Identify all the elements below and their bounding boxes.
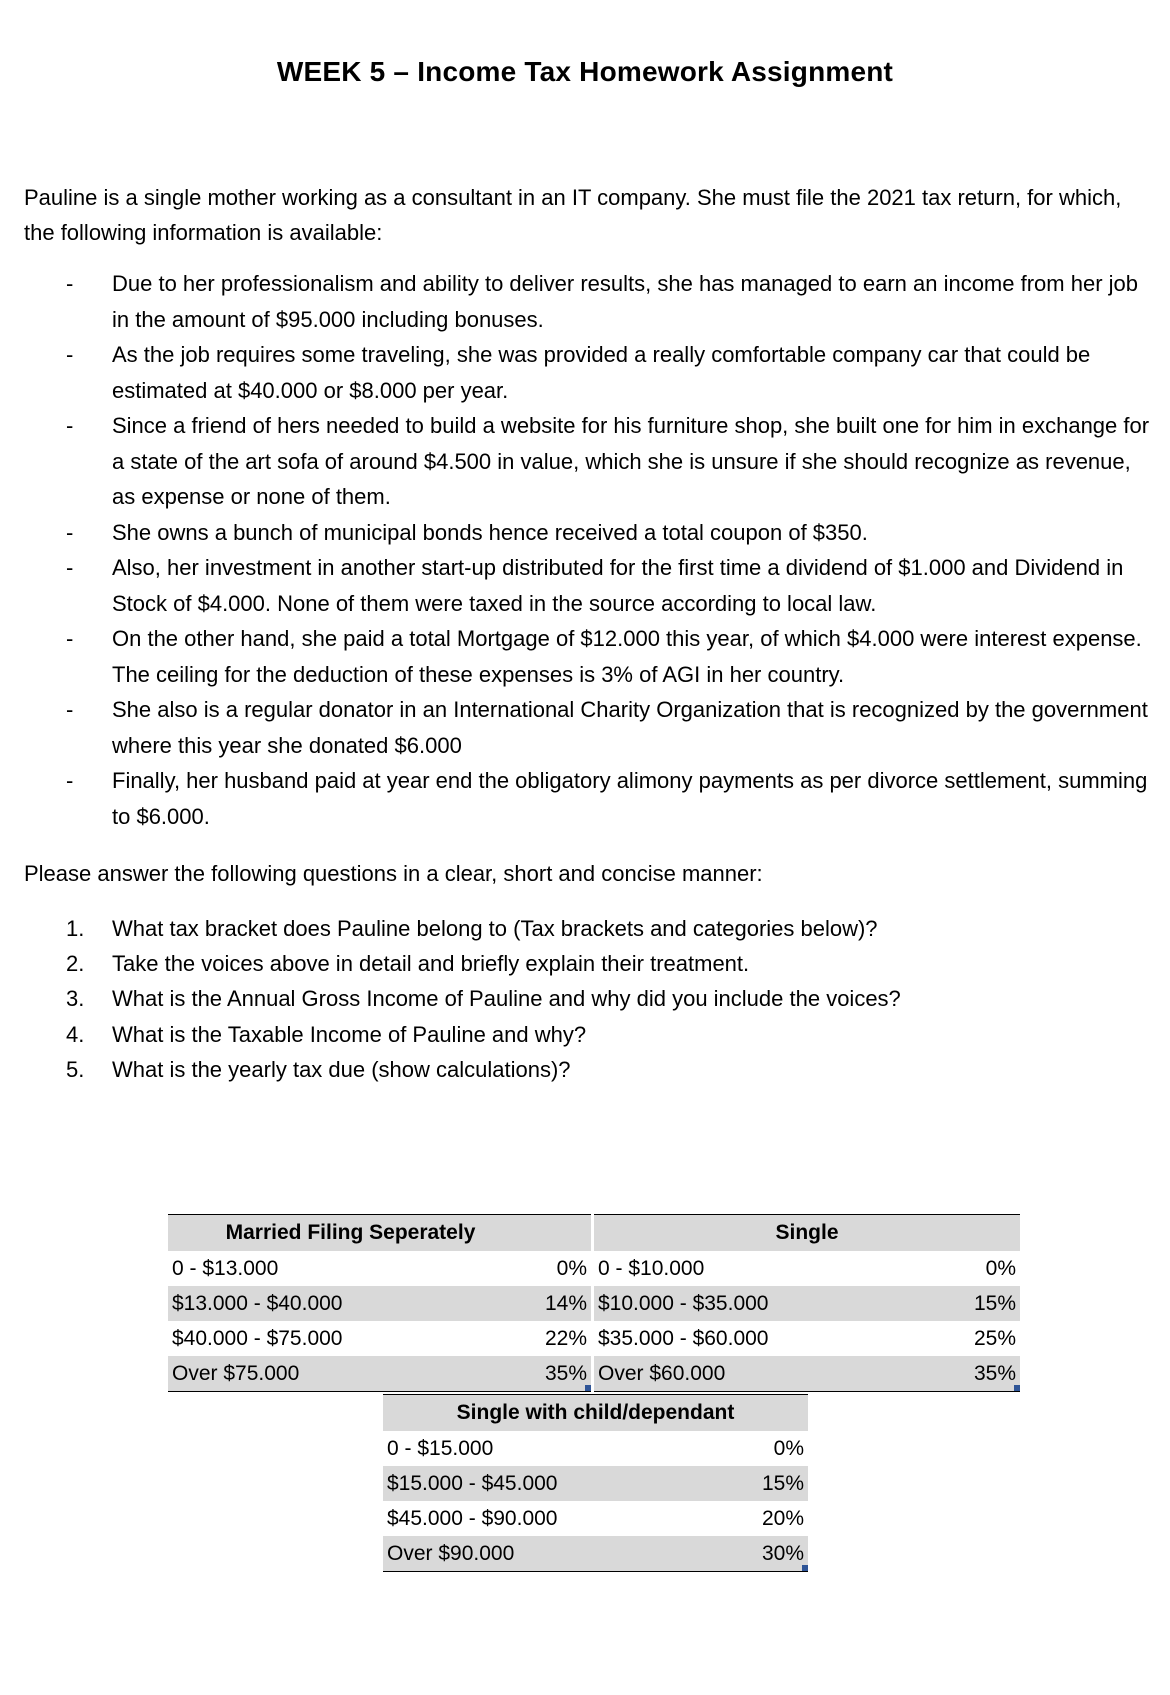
question-number: 5. <box>66 1056 85 1082</box>
bracket-rate: 15% <box>973 1292 1016 1315</box>
bullet-dash: - <box>66 519 74 545</box>
bracket-rate: 15% <box>761 1472 804 1495</box>
table-header: Single <box>594 1214 1020 1251</box>
question-item <box>0 1052 1170 1087</box>
bracket-rate: 0% <box>773 1437 804 1460</box>
list-item <box>0 266 1170 337</box>
bracket-range: Over $90.000 <box>387 1542 515 1565</box>
bracket-range: 0 - $13.000 <box>172 1257 279 1280</box>
bracket-rate: 20% <box>761 1507 804 1530</box>
table-row <box>168 1356 591 1392</box>
list-item <box>0 550 1170 621</box>
question-number: 1. <box>66 916 85 941</box>
page-title: WEEK 5 – Income Tax Homework Assignment <box>276 56 894 87</box>
table-row <box>168 1286 591 1321</box>
question-text: What is the Annual Gross Income of Pauline and why did you include the voices? <box>112 986 901 1012</box>
bracket-range: $40.000 - $75.000 <box>172 1327 343 1350</box>
table-header: Single with child/dependant <box>383 1394 808 1431</box>
table-row <box>594 1251 1020 1286</box>
bracket-range: 0 - $15.000 <box>387 1437 494 1460</box>
cell-handle-icon <box>802 1565 808 1571</box>
bullet-dash: - <box>66 768 74 793</box>
married-tax-table <box>168 1214 591 1392</box>
question-text: What is the Taxable Income of Pauline and why? <box>112 1021 587 1047</box>
bracket-range: $35.000 - $60.000 <box>598 1327 769 1350</box>
list-item <box>0 763 1170 834</box>
cell-handle-icon <box>1014 1385 1020 1391</box>
list-item <box>0 408 1170 515</box>
list-item-text: She also is a regular donator in an International Charity Organization that is recognized by the government where this year she donated $6.000 <box>112 697 1148 758</box>
list-item-text: Finally, her husband paid at year end the obligatory alimony payments as per divorce settlement, summing to $6.000. <box>112 768 1148 829</box>
cell-handle-icon <box>585 1385 591 1391</box>
list-item-text: Due to her professionalism and ability to deliver results, she has managed to earn an income from her job in the amount of $95.000 including bonuses. <box>112 271 1138 332</box>
bracket-rate: 35% <box>973 1362 1016 1385</box>
table-row <box>168 1251 591 1286</box>
facts-list <box>0 266 1170 834</box>
question-text: What is the yearly tax due (show calculations)? <box>112 1056 571 1082</box>
bracket-range: Over $60.000 <box>598 1362 726 1385</box>
question-item <box>0 1017 1170 1052</box>
table-row <box>383 1431 808 1466</box>
list-item <box>0 621 1170 692</box>
list-item-text: On the other hand, she paid a total Mortgage of $12.000 this year, of which $4.000 were interest expense. The ceiling for the deduction of these expenses is 3% of AGI in her country. <box>112 626 1142 687</box>
question-text: Take the voices above in detail and briefly explain their treatment. <box>112 951 750 977</box>
single-tax-table <box>594 1214 1020 1392</box>
bullet-dash: - <box>66 342 74 367</box>
table-row <box>594 1356 1020 1392</box>
table-row <box>594 1286 1020 1321</box>
single-child-tax-table <box>383 1394 808 1572</box>
question-number: 4. <box>66 1021 85 1047</box>
bullet-dash: - <box>66 271 74 296</box>
bullet-dash: - <box>66 413 74 438</box>
table-row <box>594 1321 1020 1356</box>
bracket-range: $15.000 - $45.000 <box>387 1472 558 1495</box>
bracket-rate: 0% <box>556 1257 587 1280</box>
list-item-text: She owns a bunch of municipal bonds hence received a total coupon of $350. <box>112 519 868 545</box>
question-item <box>0 946 1170 981</box>
list-item <box>0 515 1170 551</box>
bullet-dash: - <box>66 626 74 651</box>
bracket-range: Over $75.000 <box>172 1362 300 1385</box>
bracket-range: $10.000 - $35.000 <box>598 1292 769 1315</box>
table-row <box>383 1466 808 1501</box>
intro-paragraph: Pauline is a single mother working as a consultant in an IT company. She must file the 2021 tax return, for which, the following information is available: <box>24 185 1122 245</box>
table-row <box>383 1501 808 1536</box>
table-row <box>383 1536 808 1572</box>
list-item <box>0 692 1170 763</box>
list-item-text: As the job requires some traveling, she was provided a really comfortable company car that could be estimated at $40.000 or $8.000 per year. <box>112 342 1091 403</box>
questions-list <box>0 911 1170 1087</box>
bullet-dash: - <box>66 555 74 580</box>
bracket-rate: 35% <box>544 1362 587 1385</box>
question-number: 2. <box>66 951 85 977</box>
table-header: Married Filing Seperately <box>168 1214 591 1251</box>
question-text: What tax bracket does Pauline belong to (Tax brackets and categories below)? <box>112 916 878 941</box>
bracket-rate: 14% <box>544 1292 587 1315</box>
bracket-rate: 30% <box>761 1542 804 1565</box>
list-item <box>0 337 1170 408</box>
list-item-text: Also, her investment in another start-up distributed for the first time a dividend of $1.000 and Dividend in Stock of $4.000. None of them were taxed in the source according to local law. <box>112 555 1124 616</box>
bracket-rate: 0% <box>985 1257 1016 1280</box>
list-item-text: Since a friend of hers needed to build a website for his furniture shop, she built one for him in exchange for a state of the art sofa of around $4.500 in value, which she is unsure if she should recognize as revenue, as expense or none of them. <box>112 413 1150 509</box>
bracket-range: $45.000 - $90.000 <box>387 1507 558 1530</box>
bracket-range: 0 - $10.000 <box>598 1257 705 1280</box>
bracket-rate: 25% <box>973 1327 1016 1350</box>
table-row <box>168 1321 591 1356</box>
bracket-rate: 22% <box>544 1327 587 1350</box>
questions-prompt: Please answer the following questions in a clear, short and concise manner: <box>24 861 763 886</box>
question-number: 3. <box>66 986 85 1012</box>
bracket-range: $13.000 - $40.000 <box>172 1292 343 1315</box>
question-item <box>0 911 1170 946</box>
bullet-dash: - <box>66 697 74 722</box>
question-item <box>0 981 1170 1016</box>
